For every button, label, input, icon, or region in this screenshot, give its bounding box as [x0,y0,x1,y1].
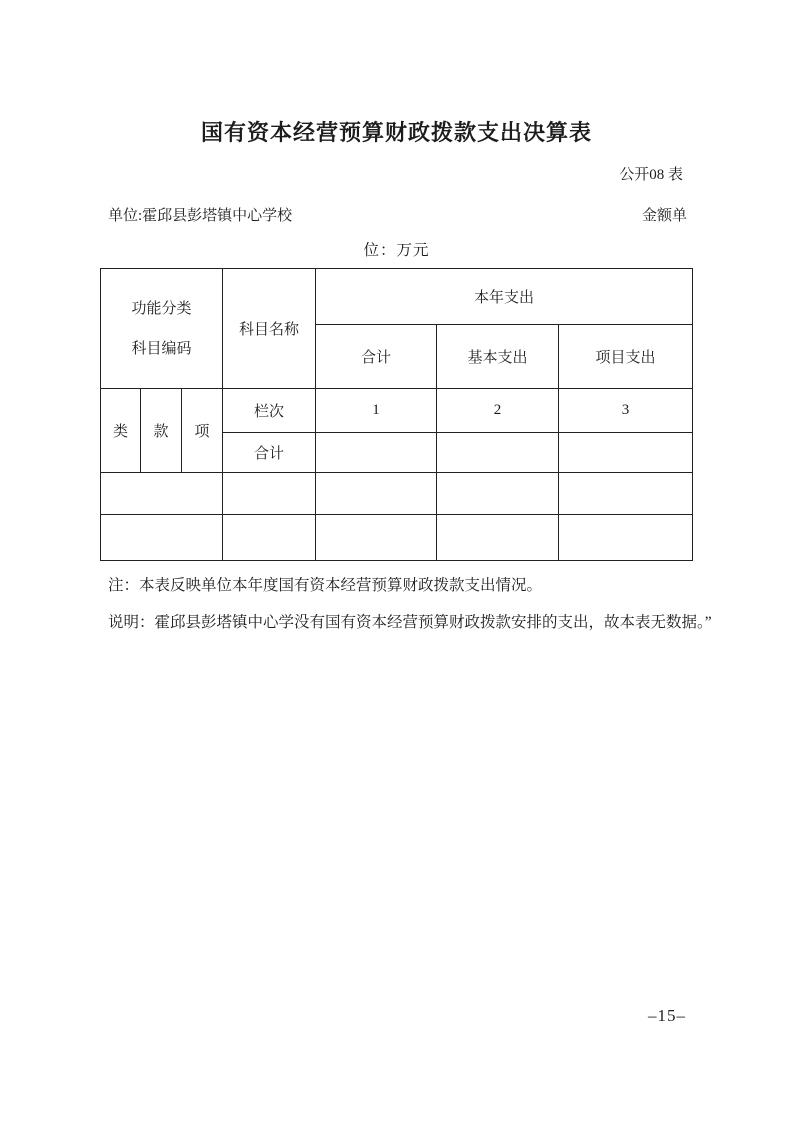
row-code-cell [101,473,223,515]
header-total-cell: 合计 [316,325,437,389]
row-total-cell [316,515,437,561]
subheader-column-3-cell: 3 [559,389,693,433]
table-header-row-1 [101,269,693,325]
header-subject-name-cell: 科目名称 [223,269,316,389]
row-project-cell [559,473,693,515]
table-code-label: 公开08 表 [619,167,683,183]
amount-unit-label-part2: 位：万元 [363,242,430,259]
header-basic-expenditure-cell: 基本支出 [437,325,559,389]
page-title: 国有资本经营预算财政拨款支出决算表 [200,120,592,145]
amount-unit-label-part1: 金额单 [641,208,687,224]
subheader-column-2-cell: 2 [437,389,559,433]
table-row [101,473,693,515]
row-code-cell [101,515,223,561]
subheader-item-cell: 项 [182,389,223,473]
row-total-cell [316,433,437,473]
header-project-expenditure-cell: 项目支出 [559,325,693,389]
expenditure-table [100,268,693,561]
table-remark: 说明：霍邱县彭塔镇中心学没有国有资本经营预算财政拨款安排的支出，故本表无数据。” [108,614,712,631]
row-project-cell [559,433,693,473]
row-name-cell [223,515,316,561]
header-current-year-expenditure-cell: 本年支出 [316,269,693,325]
subheader-section-cell: 款 [141,389,182,473]
table-note: 注：本表反映单位本年度国有资本经营预算财政拨款支出情况。 [108,577,543,594]
table-row [101,515,693,561]
unit-line [108,204,687,225]
unit-name-label: 单位:霍邱县彭塔镇中心学校 [108,208,293,224]
header-functional-classification-line1: 功能分类 [131,300,192,317]
subheader-class-cell: 类 [101,389,141,473]
row-name-cell [223,473,316,515]
header-functional-classification-cell [101,269,223,389]
row-total-cell [316,473,437,515]
subheader-column-index-label-cell: 栏次 [223,389,316,433]
row-basic-cell [437,473,559,515]
subheader-column-1-cell: 1 [316,389,437,433]
header-functional-classification-line2: 科目编码 [131,340,192,357]
row-name-cell: 合计 [223,433,316,473]
page-number: –15– [648,1006,686,1025]
table-subheader-row [101,389,693,433]
row-basic-cell [437,433,559,473]
row-project-cell [559,515,693,561]
row-basic-cell [437,515,559,561]
